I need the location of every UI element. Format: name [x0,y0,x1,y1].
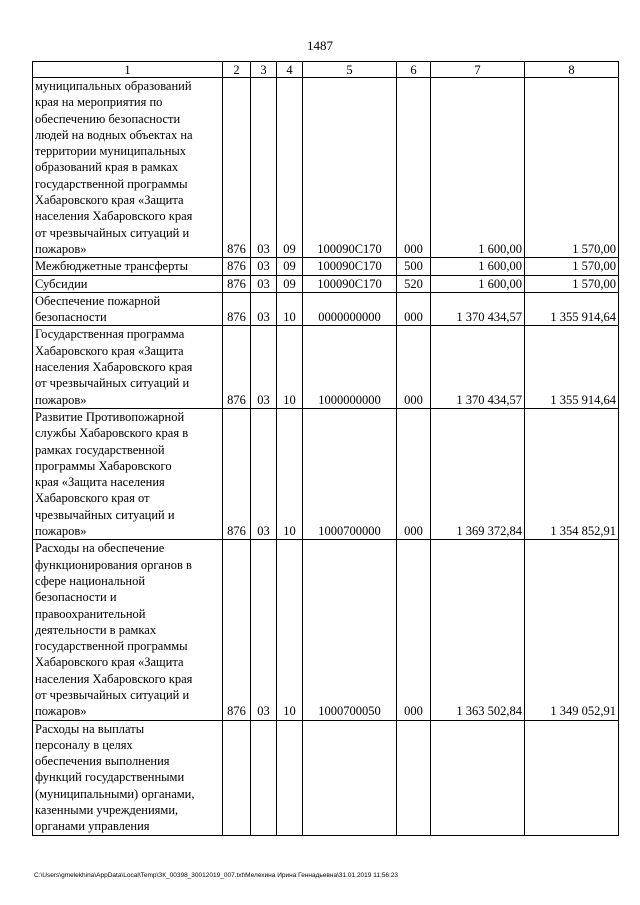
description-line: программы Хабаровского [35,458,172,473]
column-header: 6 [397,62,431,78]
amount-actual-cell: 1 355 914,64 [525,292,619,326]
description-line: от чрезвычайных ситуаций и [35,225,190,240]
subsection-code-cell [277,720,303,835]
amount-actual-cell: 1 349 052,91 [525,540,619,720]
admin-code-cell [223,720,251,835]
description-line: обеспечения выполнения [35,754,170,769]
amount-plan-cell: 1 370 434,57 [431,326,525,408]
table-row [33,292,619,326]
description-line: безопасности [35,310,107,325]
row-description [33,78,223,258]
target-article-cell: 0000000000 [303,292,397,326]
amount-plan-cell: 1 363 502,84 [431,540,525,720]
subsection-code-cell: 09 [277,78,303,258]
amount-actual-cell: 1 570,00 [525,275,619,292]
description-line: правоохранительной [35,606,146,621]
description-line: пожаров» [35,704,87,719]
description-line: Хабаровского края от [35,491,150,506]
description-line: чрезвычайных ситуаций и [35,507,175,522]
description-line: края на мероприятия по [35,95,163,110]
description-line: населения Хабаровского края [35,209,193,224]
row-description [33,275,223,292]
budget-table [32,61,619,836]
description-line: пожаров» [35,241,87,256]
expense-type-cell: 000 [397,292,431,326]
amount-actual-cell: 1 570,00 [525,78,619,258]
description-line: Расходы на обеспечение [35,541,165,556]
admin-code-cell: 876 [223,408,251,539]
table-row [33,78,619,258]
description-line: пожаров» [35,392,87,407]
description-line: государственной программы [35,176,188,191]
target-article-cell: 100090С170 [303,258,397,275]
expense-type-cell: 000 [397,78,431,258]
row-description [33,292,223,326]
target-article-cell: 1000700000 [303,408,397,539]
description-line: Хабаровского края «Защита [35,655,184,670]
table-row [33,540,619,720]
admin-code-cell: 876 [223,540,251,720]
section-code-cell: 03 [251,258,277,275]
column-header: 5 [303,62,397,78]
subsection-code-cell: 10 [277,408,303,539]
description-line: людей на водных объектах на [35,127,193,142]
section-code-cell [251,720,277,835]
expense-type-cell [397,720,431,835]
description-line: населения Хабаровского края [35,360,193,375]
column-header: 3 [251,62,277,78]
description-line: безопасности и [35,590,117,605]
admin-code-cell: 876 [223,275,251,292]
expense-type-cell: 500 [397,258,431,275]
subsection-code-cell: 10 [277,292,303,326]
section-code-cell: 03 [251,326,277,408]
description-line: службы Хабаровского края в [35,426,189,441]
admin-code-cell: 876 [223,326,251,408]
subsection-code-cell: 10 [277,540,303,720]
amount-plan-cell [431,720,525,835]
table-header-row [33,62,619,78]
table-row [33,258,619,275]
row-description [33,408,223,539]
table-row [33,275,619,292]
amount-plan-cell: 1 600,00 [431,275,525,292]
row-description [33,258,223,275]
expense-type-cell: 520 [397,275,431,292]
description-line: Хабаровского края «Защита [35,193,184,208]
amount-plan-cell: 1 370 434,57 [431,292,525,326]
target-article-cell: 1000000000 [303,326,397,408]
amount-plan-cell: 1 600,00 [431,258,525,275]
admin-code-cell: 876 [223,78,251,258]
row-description [33,540,223,720]
subsection-code-cell: 09 [277,258,303,275]
amount-actual-cell: 1 355 914,64 [525,326,619,408]
amount-plan-cell: 1 369 372,84 [431,408,525,539]
description-line: государственной программы [35,639,188,654]
column-header: 4 [277,62,303,78]
description-line: деятельности в рамках [35,622,157,637]
target-article-cell: 1000700050 [303,540,397,720]
description-line: обеспечению безопасности [35,111,181,126]
description-line: территории муниципальных [35,144,187,159]
amount-actual-cell: 1 570,00 [525,258,619,275]
row-description [33,326,223,408]
section-code-cell: 03 [251,275,277,292]
column-header: 8 [525,62,619,78]
description-line: Расходы на выплаты [35,721,145,736]
description-line: муниципальных образований [35,79,192,93]
admin-code-cell: 876 [223,258,251,275]
description-line: органами управления [35,819,150,834]
description-line: функций государственными [35,770,185,785]
amount-actual-cell [525,720,619,835]
section-code-cell: 03 [251,408,277,539]
section-code-cell: 03 [251,292,277,326]
description-line: образований края в рамках [35,160,179,175]
admin-code-cell: 876 [223,292,251,326]
subsection-code-cell: 10 [277,326,303,408]
expense-type-cell: 000 [397,408,431,539]
description-line: Хабаровского края «Защита [35,343,184,358]
description-line: Развитие Противопожарной [35,409,185,424]
description-line: сфере национальной [35,573,146,588]
section-code-cell: 03 [251,540,277,720]
target-article-cell [303,720,397,835]
amount-actual-cell: 1 354 852,91 [525,408,619,539]
column-header: 7 [431,62,525,78]
file-path-footer: C:\Users\gmelekhina\AppData\Local\Temp\ЗК_00398_30012019_007.txt\Мелехина Ирина Геннадьевна\31.01.2019 11:56:23 [34,872,399,879]
expense-type-cell: 000 [397,540,431,720]
description-line: от чрезвычайных ситуаций и [35,687,190,702]
description-line: персоналу в целях [35,737,133,752]
description-line: населения Хабаровского края [35,671,193,686]
description-line: края «Защита населения [35,475,165,490]
row-description [33,720,223,835]
expense-type-cell: 000 [397,326,431,408]
table-row [33,326,619,408]
target-article-cell: 100090С170 [303,78,397,258]
description-line: Обеспечение пожарной [35,293,161,308]
column-header: 2 [223,62,251,78]
description-line: Субсидии [35,276,88,291]
description-line: казенными учреждениями, [35,803,179,818]
page-number: 1487 [307,38,333,53]
target-article-cell: 100090С170 [303,275,397,292]
table-row [33,720,619,835]
subsection-code-cell: 09 [277,275,303,292]
section-code-cell: 03 [251,78,277,258]
description-line: (муниципальными) органами, [35,786,195,801]
description-line: функционирования органов в [35,557,192,572]
amount-plan-cell: 1 600,00 [431,78,525,258]
description-line: Государственная программа [35,327,185,342]
description-line: рамках государственной [35,442,165,457]
description-line: Межбюджетные трансферты [35,259,189,274]
column-header: 1 [33,62,223,78]
table-row [33,408,619,539]
description-line: от чрезвычайных ситуаций и [35,376,190,391]
description-line: пожаров» [35,524,87,539]
